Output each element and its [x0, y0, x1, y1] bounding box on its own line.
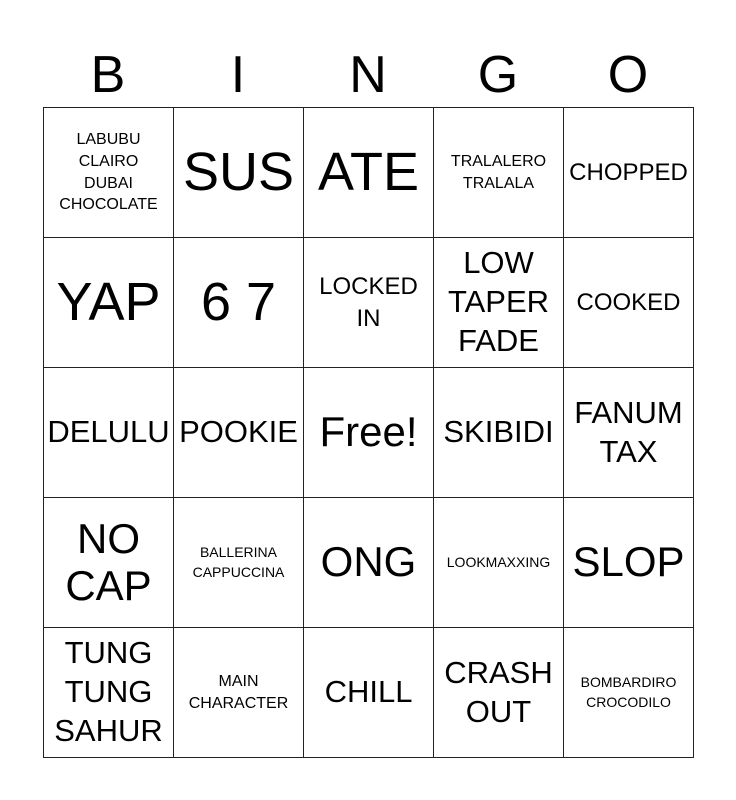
- cell-text-line: TAPER: [447, 284, 550, 320]
- cell-text: [56, 273, 160, 332]
- bingo-cell[interactable]: [174, 368, 304, 498]
- bingo-cell[interactable]: [564, 498, 694, 628]
- header-letter-i: I: [230, 46, 246, 104]
- cell-text-line: LOCKED: [319, 273, 418, 301]
- cell-text: [581, 673, 677, 712]
- cell-text: [319, 409, 417, 455]
- cell-text-line: OUT: [465, 693, 532, 729]
- cell-text-line: ONG: [320, 538, 417, 586]
- cell-text-line: CAP: [65, 561, 152, 609]
- cell-text-line: CROCODILO: [586, 693, 671, 710]
- cell-text-line: CRASH: [444, 654, 553, 690]
- cell-text-line: CLAIRO: [78, 152, 139, 170]
- cell-text-line: COOKED: [576, 288, 681, 316]
- bingo-cell[interactable]: [44, 238, 174, 368]
- cell-text-line: MAIN: [218, 672, 259, 690]
- cell-text-line: CHARACTER: [188, 694, 289, 712]
- cell-text: [201, 273, 276, 332]
- cell-text-line: TRALALERO: [450, 152, 547, 170]
- cell-text-line: SAHUR: [54, 712, 163, 748]
- bingo-board: [43, 107, 694, 758]
- cell-text: [569, 157, 688, 188]
- bingo-cell[interactable]: [44, 498, 174, 628]
- bingo-cell[interactable]: [434, 108, 564, 238]
- cell-text-line: DELULU: [47, 414, 170, 450]
- bingo-cell[interactable]: [304, 628, 434, 758]
- cell-text: [54, 634, 163, 750]
- bingo-cell[interactable]: [304, 238, 434, 368]
- bingo-cell[interactable]: [44, 628, 174, 758]
- cell-text: [183, 143, 294, 202]
- cell-text-line: BOMBARDIRO: [580, 673, 677, 690]
- cell-text-line: TAX: [599, 433, 658, 469]
- cell-text: [321, 539, 417, 585]
- cell-text: [448, 244, 549, 360]
- bingo-cell[interactable]: [564, 238, 694, 368]
- bingo-cell[interactable]: [564, 628, 694, 758]
- cell-text: [443, 413, 553, 452]
- cell-text: [319, 271, 418, 333]
- bingo-cell[interactable]: [434, 498, 564, 628]
- cell-text: [179, 413, 298, 452]
- bingo-cell[interactable]: [174, 628, 304, 758]
- cell-text-line: CAPPUCCINA: [192, 563, 285, 580]
- cell-text: [576, 287, 680, 318]
- bingo-cell[interactable]: [44, 368, 174, 498]
- cell-text-line: LOW: [463, 245, 534, 281]
- bingo-cell[interactable]: [434, 238, 564, 368]
- cell-text-line: FANUM: [574, 394, 683, 430]
- header-letter-o: O: [607, 46, 649, 104]
- bingo-header: [43, 44, 693, 106]
- cell-text: [444, 654, 553, 732]
- bingo-cell[interactable]: [304, 368, 434, 498]
- cell-text-line: FADE: [458, 322, 539, 358]
- cell-text-line: CHOCOLATE: [59, 196, 158, 214]
- bingo-cell[interactable]: [44, 108, 174, 238]
- cell-text-line: SUS: [182, 141, 295, 202]
- cell-text: [572, 539, 684, 585]
- cell-text-line: IN: [356, 304, 381, 332]
- cell-text-line: LOOKMAXXING: [446, 553, 551, 570]
- cell-text-line: POOKIE: [179, 414, 298, 450]
- bingo-cell[interactable]: [174, 108, 304, 238]
- header-letter-b: B: [90, 46, 126, 104]
- bingo-cell[interactable]: [564, 108, 694, 238]
- cell-text-line: TUNG: [64, 674, 153, 710]
- cell-text-line: TUNG: [64, 635, 153, 671]
- cell-text-line: YAP: [56, 271, 161, 332]
- cell-text: [193, 543, 285, 582]
- bingo-cell[interactable]: [434, 368, 564, 498]
- cell-text: [59, 129, 157, 215]
- cell-text-line: LABUBU: [76, 131, 141, 149]
- cell-text: [447, 553, 550, 573]
- cell-text: [574, 394, 683, 472]
- header-letter-n: N: [349, 46, 387, 104]
- cell-text-line: 6 7: [200, 271, 277, 332]
- bingo-cell[interactable]: [564, 368, 694, 498]
- bingo-cell[interactable]: [304, 108, 434, 238]
- cell-text-line: SLOP: [572, 538, 685, 586]
- cell-text-line: Free!: [319, 408, 418, 456]
- header-letter-g: G: [477, 46, 519, 104]
- cell-text-line: TRALALA: [462, 174, 535, 192]
- bingo-cell[interactable]: [174, 498, 304, 628]
- cell-text: [451, 151, 546, 194]
- bingo-cell[interactable]: [304, 498, 434, 628]
- cell-text: [189, 671, 289, 714]
- cell-text-line: SKIBIDI: [443, 414, 554, 450]
- bingo-cell[interactable]: [174, 238, 304, 368]
- cell-text: [325, 673, 413, 712]
- cell-text: [318, 143, 419, 202]
- cell-text-line: NO: [76, 515, 140, 563]
- cell-text-line: CHILL: [324, 674, 413, 710]
- cell-text-line: ATE: [317, 141, 419, 202]
- cell-text: [47, 413, 169, 452]
- cell-text: [65, 516, 151, 608]
- cell-text-line: DUBAI: [84, 174, 133, 192]
- bingo-cell[interactable]: [434, 628, 564, 758]
- cell-text-line: CHOPPED: [569, 158, 688, 186]
- cell-text-line: BALLERINA: [199, 543, 278, 560]
